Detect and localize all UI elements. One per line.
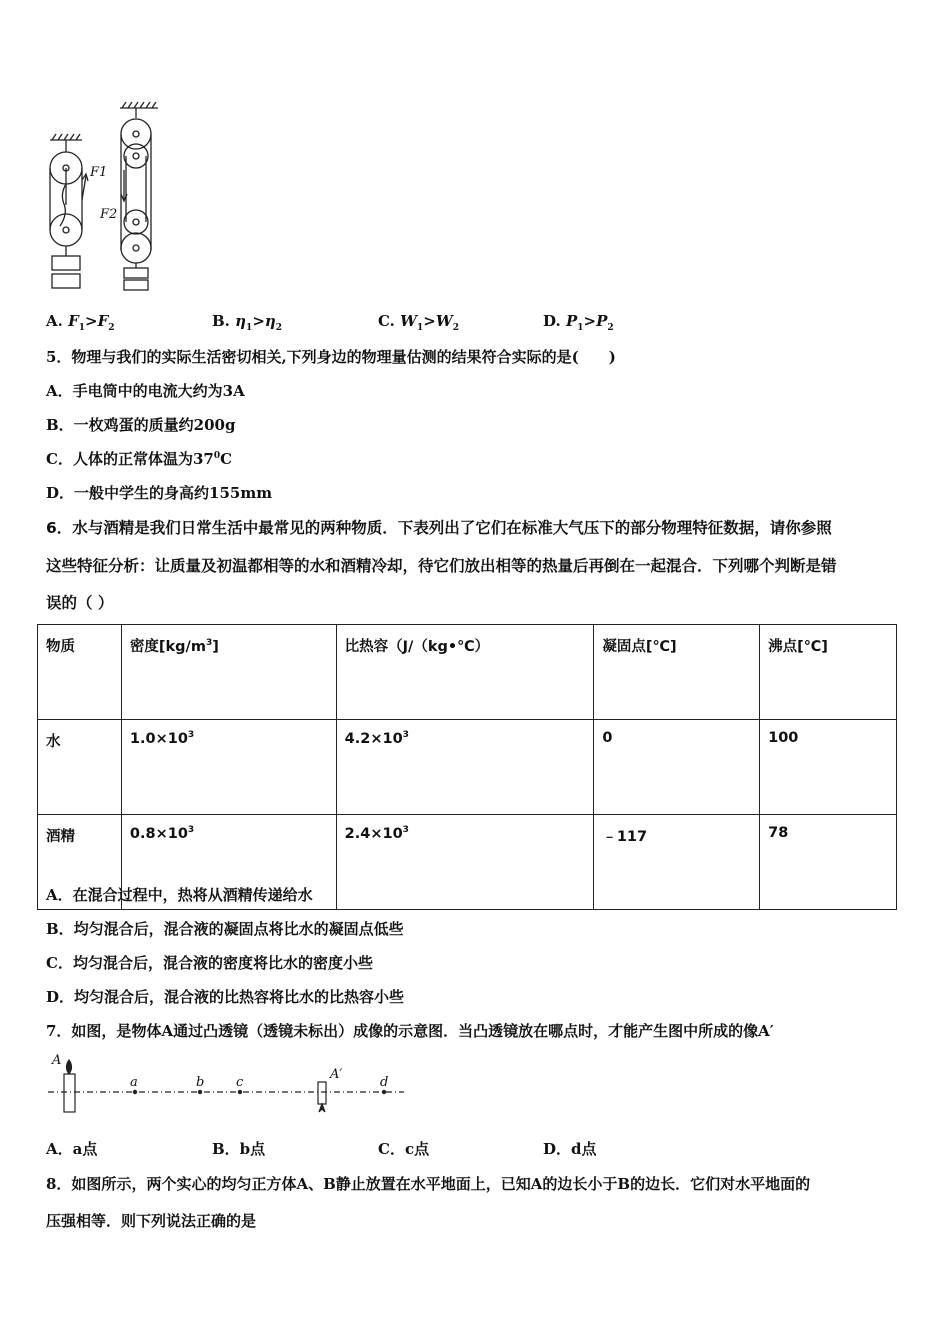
header-freezing-point: 凝固点[℃] <box>594 625 760 720</box>
table-row <box>38 720 897 815</box>
q6-option-a: A．在混合过程中，热将从酒精传递给水 <box>46 886 313 904</box>
q5-option-d: D．一般中学生的身高约155mm <box>46 484 273 502</box>
header-material: 物质 <box>38 625 122 720</box>
q6-option-b: B．均匀混合后，混合液的凝固点将比水的凝固点低些 <box>46 920 404 938</box>
q6-stem-line2: 这些特征分析：让质量及初温都相等的水和酒精冷却，待它们放出相等的热量后再倒在一起混合．下列哪个判断是错 <box>46 557 837 575</box>
q7-option-d: D．d点 <box>543 1140 597 1158</box>
q7-stem: 7．如图，是物体A通过凸透镜（透镜未标出）成像的示意图．当凸透镜放在哪点时，才能产生图中所成的像A′ <box>46 1022 774 1040</box>
cell-material: 酒精 <box>38 815 122 910</box>
q8-stem-line1: 8．如图所示，两个实心的均匀正方体A、B静止放置在水平地面上，已知A的边长小于B的边长．它们对水平地面的 <box>46 1175 811 1193</box>
f1-label: F1 <box>90 165 108 180</box>
point-b-label: b <box>196 1075 205 1090</box>
cell-specific-heat: $4.2\times 10^3$ <box>336 720 594 815</box>
q4-option-a: A. $F_1>F_2$ <box>46 312 115 333</box>
q5-option-b: B．一枚鸡蛋的质量约200g <box>46 416 236 434</box>
q7-option-c: C．c点 <box>378 1140 430 1158</box>
point-a-label: a <box>130 1075 138 1090</box>
pulley-diagram <box>40 100 170 295</box>
q4-option-d: D. $P_1>P_2$ <box>543 312 614 333</box>
cell-freezing-point: 0 <box>594 720 760 815</box>
q6-stem-line1: 6．水与酒精是我们日常生活中最常见的两种物质．下表列出了它们在标准大气压下的部分物理特征数据，请你参照 <box>46 519 832 537</box>
header-boiling-point: 沸点[℃] <box>760 625 897 720</box>
q8-stem-line2: 压强相等．则下列说法正确的是 <box>46 1212 257 1230</box>
q5-option-a: A．手电筒中的电流大约为3A <box>46 382 245 400</box>
q6-option-c: C．均匀混合后，混合液的密度将比水的密度小些 <box>46 954 373 972</box>
q4-option-c: C. $W_1>W_2$ <box>378 312 459 333</box>
lens-figure <box>44 1050 414 1120</box>
cell-specific-heat: $2.4\times 10^3$ <box>336 815 594 910</box>
object-label: A <box>52 1053 62 1068</box>
point-c-label: c <box>236 1075 244 1090</box>
q5-option-c: C．人体的正常体温为$37^0C$ <box>46 450 233 468</box>
header-specific-heat: 比热容（J/（kg•℃） <box>336 625 594 720</box>
point-d-label: d <box>380 1075 389 1090</box>
q6-option-d: D．均匀混合后，混合液的比热容将比水的比热容小些 <box>46 988 405 1006</box>
cell-density: $0.8\times 10^3$ <box>121 815 336 910</box>
q6-stem-line3: 误的（ ） <box>46 594 114 612</box>
q5-stem: 5．物理与我们的实际生活密切相关,下列身边的物理量估测的结果符合实际的是( ) <box>46 348 616 366</box>
q7-option-b: B．b点 <box>212 1140 266 1158</box>
cell-freezing-point: ﹣117 <box>594 815 760 910</box>
table-header-row <box>38 625 897 720</box>
optical-axis-diagram <box>44 1050 414 1120</box>
cell-boiling-point: 100 <box>760 720 897 815</box>
f2-label: F2 <box>100 207 118 222</box>
cell-density: $1.0\times 10^3$ <box>121 720 336 815</box>
cell-material: 水 <box>38 720 122 815</box>
q7-option-a: A．a点 <box>46 1140 98 1158</box>
pulley-figure <box>40 100 170 295</box>
q4-option-b: B. $\eta_1>\eta_2$ <box>212 312 283 333</box>
cell-boiling-point: 78 <box>760 815 897 910</box>
properties-table <box>37 624 897 910</box>
image-label: A′ <box>330 1067 343 1082</box>
header-density: 密度$[kg/m^3]$ <box>121 625 336 720</box>
